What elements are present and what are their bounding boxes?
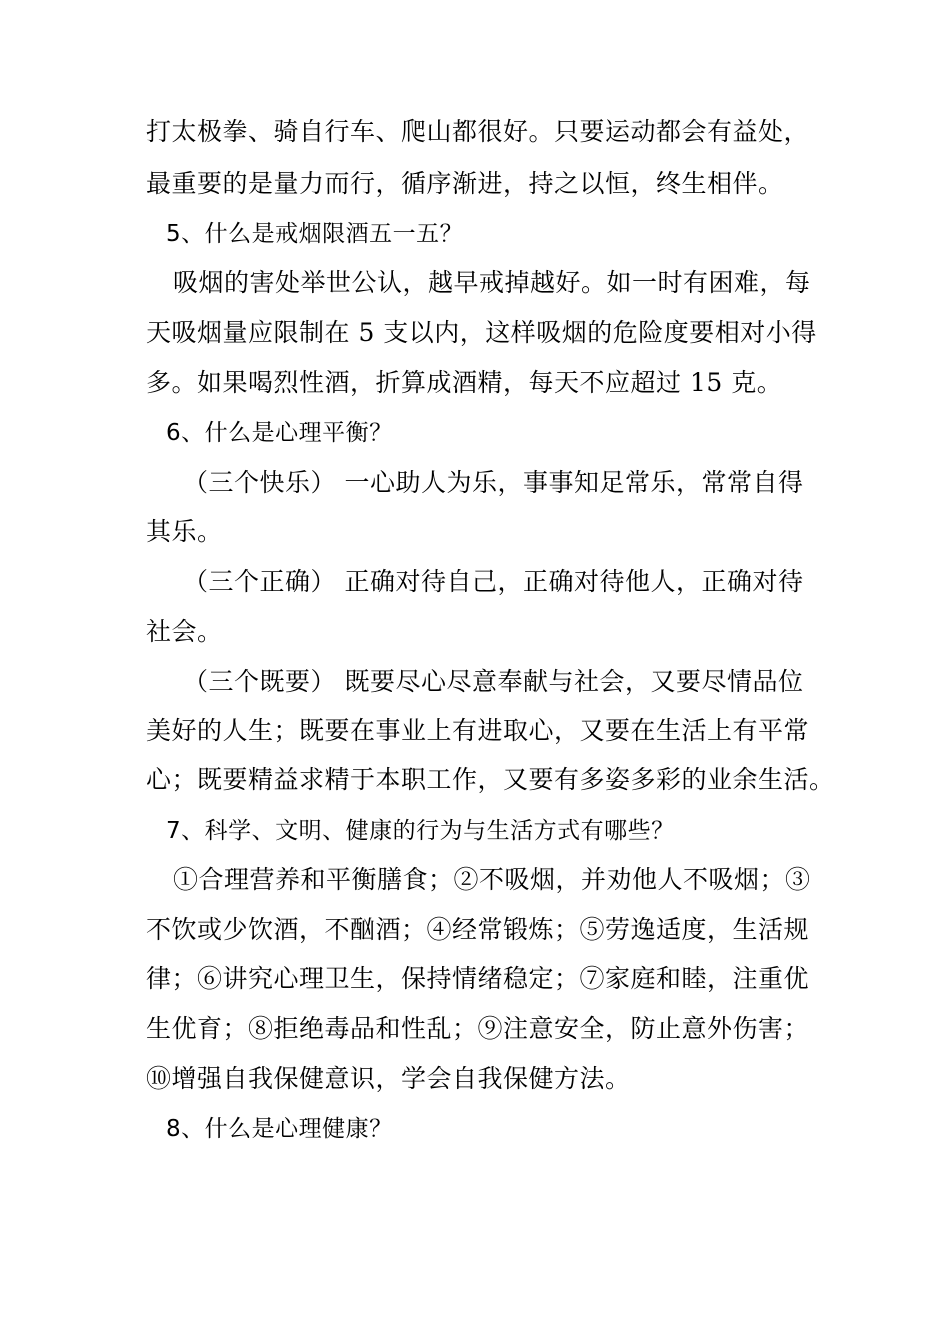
text-line: 最重要的是量力而行，循序渐进，持之以恒，终生相伴。 xyxy=(146,169,784,198)
text-line: （三个快乐） 一心助人为乐，事事知足常乐，常常自得 xyxy=(183,468,804,497)
text-line: 打太极拳、骑自行车、爬山都很好。只要运动都会有益处， xyxy=(146,117,810,146)
section-heading-5: 5、什么是戒烟限酒五一五？ xyxy=(166,221,464,247)
text-line: 社会。 xyxy=(146,617,223,646)
section-heading-7: 7、科学、文明、健康的行为与生活方式有哪些？ xyxy=(166,818,675,844)
section-heading-6: 6、什么是心理平衡？ xyxy=(166,420,393,446)
text-line: 心；既要精益求精于本职工作，又要有多姿多彩的业余生活。 xyxy=(146,765,835,794)
text-line: 多。如果喝烈性酒，折算成酒精，每天不应超过 15 克。 xyxy=(146,368,783,397)
text-line: 天吸烟量应限制在 5 支以内，这样吸烟的危险度要相对小得 xyxy=(146,318,817,347)
text-line: （三个既要） 既要尽心尽意奉献与社会，又要尽情品位 xyxy=(183,667,804,696)
text-line: （三个正确） 正确对待自己，正确对待他人，正确对待 xyxy=(183,567,804,596)
text-line: 不饮或少饮酒，不酗酒；④经常锻炼；⑤劳逸适度，生活规 xyxy=(146,915,810,944)
text-line: 律；⑥讲究心理卫生，保持情绪稳定；⑦家庭和睦，注重优 xyxy=(146,964,810,993)
text-line: 其乐。 xyxy=(146,517,223,546)
text-line: 生优育；⑧拒绝毒品和性乱；⑨注意安全，防止意外伤害； xyxy=(146,1014,810,1043)
text-line: 吸烟的害处举世公认，越早戒掉越好。如一时有困难，每 xyxy=(173,268,811,297)
text-line: ①合理营养和平衡膳食；②不吸烟，并劝他人不吸烟；③ xyxy=(173,865,811,894)
text-line: ⑩增强自我保健意识，学会自我保健方法。 xyxy=(146,1064,631,1093)
section-heading-8: 8、什么是心理健康？ xyxy=(166,1116,393,1142)
text-line: 美好的人生；既要在事业上有进取心，又要在生活上有平常 xyxy=(146,716,810,745)
